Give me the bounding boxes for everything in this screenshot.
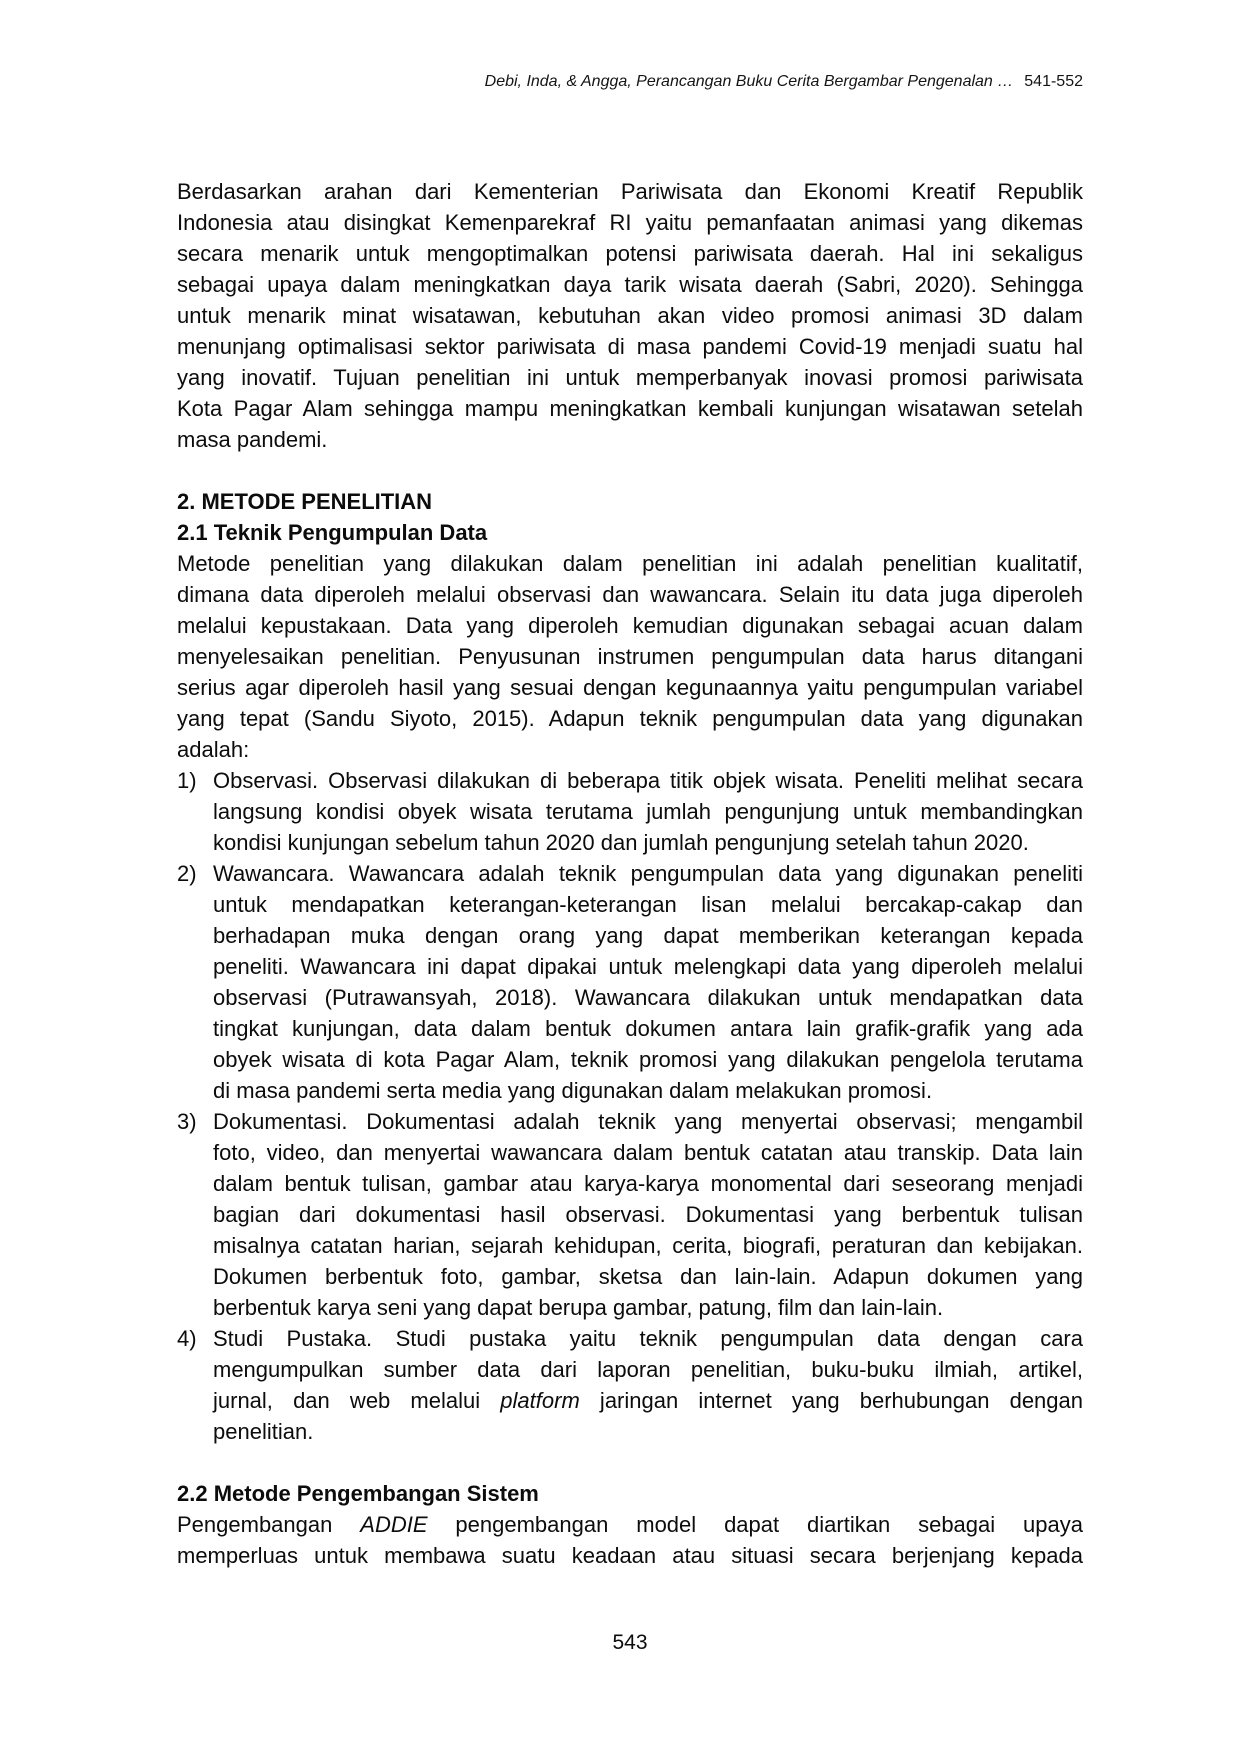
text-line: peneliti. Wawancara ini dapat dipakai untuk melengkapi data yang diperoleh melalui bbox=[213, 954, 1083, 979]
text-line: yang inovatif. Tujuan penelitian ini untuk memperbanyak inovasi promosi pariwisata bbox=[177, 365, 1083, 390]
text-line: kondisi kunjungan sebelum tahun 2020 dan jumlah pengunjung setelah tahun 2020. bbox=[213, 830, 1029, 855]
list-marker: 2) bbox=[177, 861, 197, 886]
text-line: mengumpulkan sumber data dari laporan penelitian, buku-buku ilmiah, artikel, bbox=[213, 1357, 1083, 1382]
text-line: secara menarik untuk mengoptimalkan potensi pariwisata daerah. Hal ini sekaligus bbox=[177, 241, 1083, 266]
section-heading: 2.1 Teknik Pengumpulan Data bbox=[177, 520, 488, 545]
text-line: sebagai upaya dalam meningkatkan daya tarik wisata daerah (Sabri, 2020). Sehingga bbox=[177, 272, 1083, 297]
running-header-title: Debi, Inda, & Angga, Perancangan Buku Cerita Bergambar Pengenalan … bbox=[484, 73, 1014, 90]
blank-line bbox=[177, 1447, 1083, 1478]
numbered-list-item bbox=[177, 1323, 1083, 1447]
text-segment: jaringan internet yang berhubungan dengan bbox=[579, 1388, 1083, 1413]
numbered-list-item bbox=[177, 765, 1083, 858]
text-line: Studi Pustaka. Studi pustaka yaitu teknik pengumpulan data dengan cara bbox=[213, 1326, 1083, 1351]
paragraph bbox=[177, 176, 1083, 455]
text-line: untuk mendapatkan keterangan-keterangan lisan melalui bercakap-cakap dan bbox=[213, 892, 1083, 917]
section-heading: 2. METODE PENELITIAN bbox=[177, 489, 433, 514]
text-line: memperluas untuk membawa suatu keadaan atau situasi secara berjenjang kepada bbox=[177, 1543, 1083, 1568]
text-line: melalui kepustakaan. Data yang diperoleh kemudian digunakan sebagai acuan dalam bbox=[177, 613, 1083, 638]
text-line: dimana data diperoleh melalui observasi dan wawancara. Selain itu data juga diperoleh bbox=[177, 582, 1083, 607]
text-line: berhadapan muka dengan orang yang dapat memberikan keterangan kepada bbox=[213, 923, 1083, 948]
page-footer bbox=[177, 1630, 1083, 1656]
running-header bbox=[177, 72, 1083, 92]
text-line: Metode penelitian yang dilakukan dalam penelitian ini adalah penelitian kualitatif, bbox=[177, 551, 1083, 576]
text-segment: pengembangan model dapat diartikan sebagai upaya bbox=[427, 1512, 1083, 1537]
text-line: Berdasarkan arahan dari Kementerian Pariwisata dan Ekonomi Kreatif Republik bbox=[177, 179, 1083, 204]
text-line: di masa pandemi serta media yang digunakan dalam melakukan promosi. bbox=[213, 1078, 933, 1103]
list-marker: 3) bbox=[177, 1109, 197, 1134]
page-number: 543 bbox=[612, 1631, 648, 1654]
text-line: yang tepat (Sandu Siyoto, 2015). Adapun teknik pengumpulan data yang digunakan bbox=[177, 706, 1083, 731]
blank-line bbox=[177, 455, 1083, 486]
text-line: Wawancara. Wawancara adalah teknik pengumpulan data yang digunakan peneliti bbox=[213, 861, 1083, 886]
text-line: misalnya catatan harian, sejarah kehidupan, cerita, biografi, peraturan dan kebijakan. bbox=[213, 1233, 1083, 1258]
text-line: obyek wisata di kota Pagar Alam, teknik promosi yang dilakukan pengelola terutama bbox=[213, 1047, 1083, 1072]
paragraph bbox=[177, 548, 1083, 765]
text-line: adalah: bbox=[177, 737, 250, 762]
text-line: tingkat kunjungan, data dalam bentuk dokumen antara lain grafik-grafik yang ada bbox=[213, 1016, 1083, 1041]
text-line: Observasi. Observasi dilakukan di beberapa titik objek wisata. Peneliti melihat secara bbox=[213, 768, 1083, 793]
text-line bbox=[213, 1385, 1083, 1416]
text-line: Dokumen berbentuk foto, gambar, sketsa dan lain-lain. Adapun dokumen yang bbox=[213, 1264, 1083, 1289]
text-line: menunjang optimalisasi sektor pariwisata di masa pandemi Covid-19 menjadi suatu hal bbox=[177, 334, 1083, 359]
text-line: Dokumentasi. Dokumentasi adalah teknik yang menyertai observasi; mengambil bbox=[213, 1109, 1083, 1134]
text-segment: Pengembangan bbox=[177, 1512, 361, 1537]
text-line: Kota Pagar Alam sehingga mampu meningkatkan kembali kunjungan wisatawan setelah bbox=[177, 396, 1083, 421]
numbered-list-item bbox=[177, 1106, 1083, 1323]
text-line: untuk menarik minat wisatawan, kebutuhan akan video promosi animasi 3D dalam bbox=[177, 303, 1083, 328]
text-line: berbentuk karya seni yang dapat berupa gambar, patung, film dan lain-lain. bbox=[213, 1295, 944, 1320]
italic-text: ADDIE bbox=[360, 1512, 428, 1537]
text-line: langsung kondisi obyek wisata terutama jumlah pengunjung untuk membandingkan bbox=[213, 799, 1083, 824]
list-marker: 4) bbox=[177, 1326, 197, 1351]
text-line: bagian dari dokumentasi hasil observasi. Dokumentasi yang berbentuk tulisan bbox=[213, 1202, 1083, 1227]
list-marker: 1) bbox=[177, 768, 197, 793]
italic-text: platform bbox=[500, 1388, 580, 1413]
text-line: menyelesaikan penelitian. Penyusunan instrumen pengumpulan data harus ditangani bbox=[177, 644, 1083, 669]
text-line bbox=[177, 1509, 1083, 1540]
numbered-list-item bbox=[177, 858, 1083, 1106]
text-line: penelitian. bbox=[213, 1419, 314, 1444]
text-line: foto, video, dan menyertai wawancara dalam bentuk catatan atau transkip. Data lain bbox=[213, 1140, 1083, 1165]
text-line: observasi (Putrawansyah, 2018). Wawancara dilakukan untuk mendapatkan data bbox=[213, 985, 1083, 1010]
running-header-page-range: 541-552 bbox=[1024, 73, 1083, 90]
text-line: masa pandemi. bbox=[177, 427, 328, 452]
text-line: dalam bentuk tulisan, gambar atau karya-karya monomental dari seseorang menjadi bbox=[213, 1171, 1083, 1196]
paragraph bbox=[177, 1509, 1083, 1571]
section-heading: 2.2 Metode Pengembangan Sistem bbox=[177, 1481, 539, 1506]
text-line: serius agar diperoleh hasil yang sesuai dengan kegunaannya yaitu pengumpulan variabel bbox=[177, 675, 1083, 700]
content bbox=[177, 176, 1083, 1571]
text-line: Indonesia atau disingkat Kemenparekraf RI yaitu pemanfaatan animasi yang dikemas bbox=[177, 210, 1083, 235]
text-segment: jurnal, dan web melalui bbox=[213, 1388, 501, 1413]
